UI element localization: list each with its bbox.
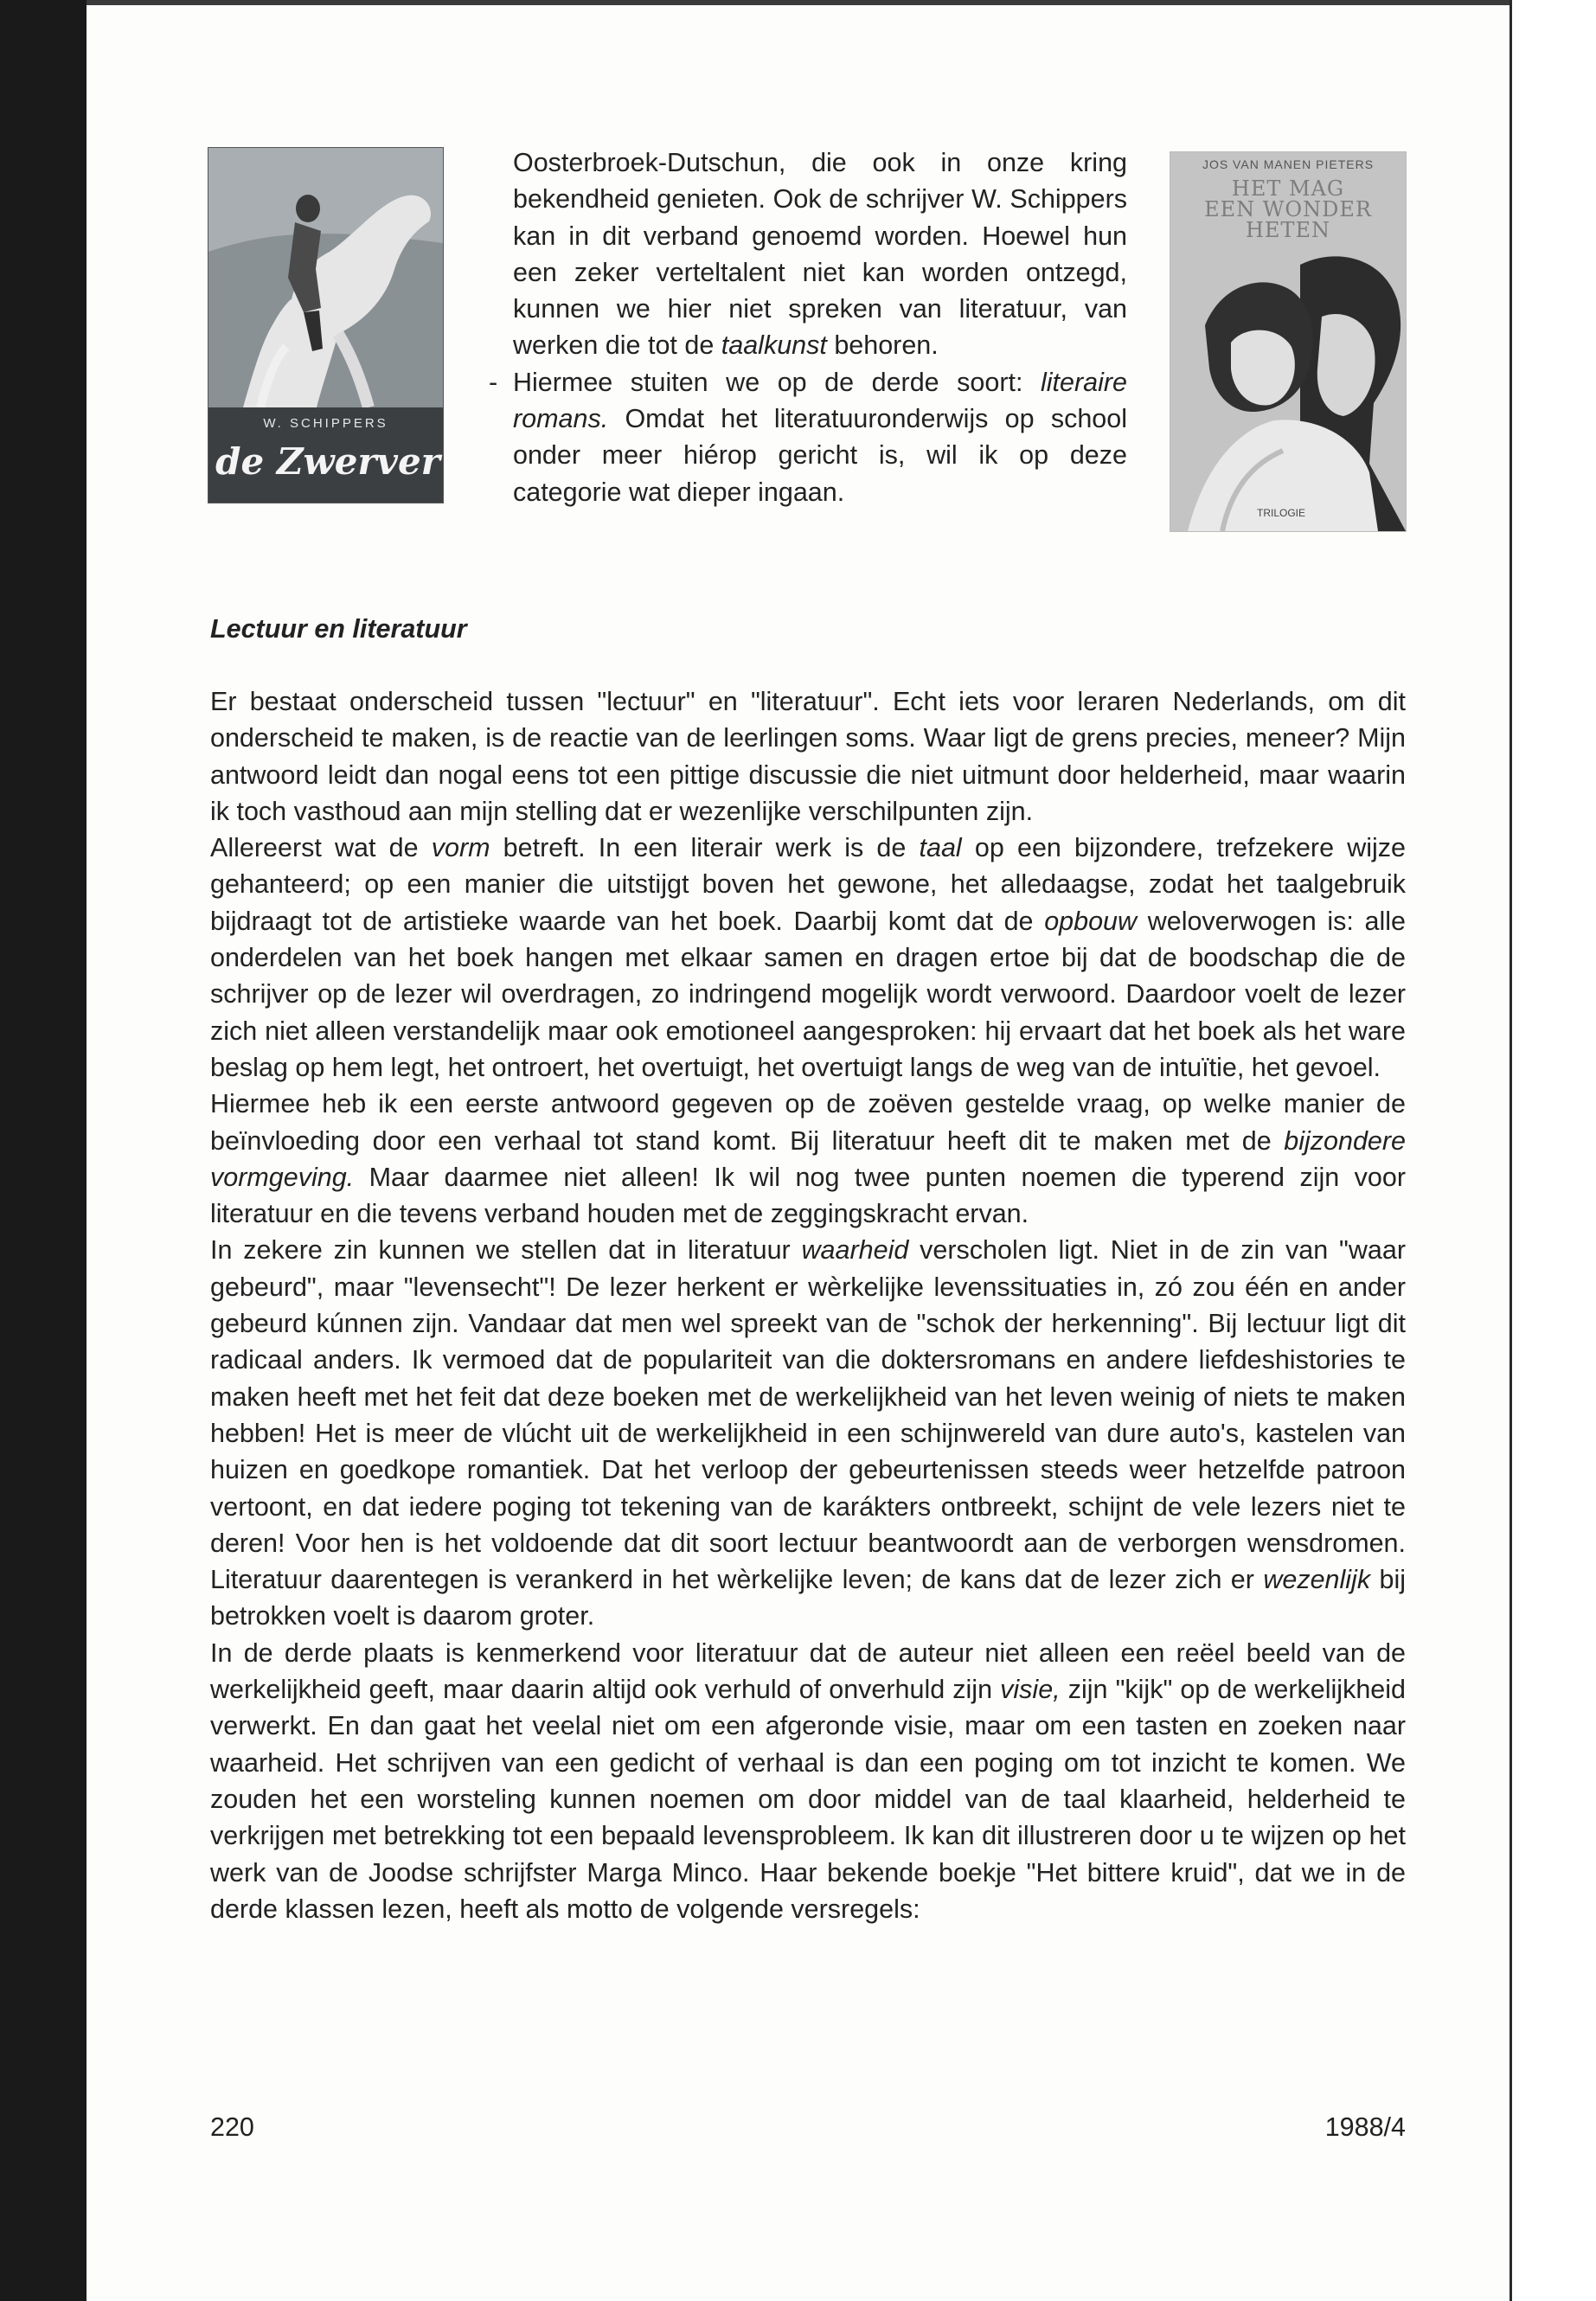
body-emphasis: bijzondere vormgeving. xyxy=(210,1125,1406,1192)
scan-edge-right xyxy=(1509,0,1596,2301)
intro-text: Oosterbroek-Dutschun, die ook in onze kring bekendheid genieten. Ook de schrijver W. Schippers kan in dit verband genoemd worden. Hoewel hun een zeker verteltalent niet kan worden ontzegd, kunnen we hier niet spreken van literatuur, van werken die tot de xyxy=(513,148,1127,361)
cover-title-line: HETEN xyxy=(1246,218,1330,242)
body-text: weloverwogen is: alle onderdelen van het boek hangen met elkaar samen en dragen ertoe bij dat de boodschap die de schrijver op de lezer wil overdragen, zo indringend mogelijk wordt verwoord. Daardoor voelt de lezer zich niet alleen verstandelijk maar ook emotioneel aangesproken: hij ervaart dat het boek als het ware beslag op hem legt, het ontroert, het overtuigt, het overtuigt langs de weg van de intuïtie, het gevoel. xyxy=(210,906,1406,1082)
horse-rider-illustration xyxy=(208,148,443,407)
body-paragraph: Er bestaat onderscheid tussen "lectuur" en "literatuur". Echt iets voor leraren Nederlands, om dit onderscheid te maken, is de reactie van de leerlingen soms. Waar ligt de grens precies, meneer? Mijn antwoord leidt dan nogal eens tot een pittige discussie die niet uitmunt door helderheid, maar waarin ik toch vasthoud aan mijn stelling dat er wezenlijke verschilpunten zijn. xyxy=(210,687,1406,826)
body-text: zijn "kijk" op de werkelijkheid verwerkt. En dan gaat het veelal niet om een afgeronde visie, maar om een tasten en zoeken naar waarheid. Het schrijven van een gedicht of verhaal is dan een poging om tot inzicht te komen. We zouden het een worsteling kunnen noemen om door middel van de taal klaarheid, helderheid te verkrijgen met betrekking tot een bepaald levensprobleem. Ik kan dit illustreren door u te wijzen op het werk van de Joodse schrijfster Marga Minco. Haar bekende boekje "Het bittere kruid", dat we in de derde klassen lezen, heeft als motto de volgende versregels: xyxy=(210,1675,1406,1924)
cover-title-line: EEN WONDER xyxy=(1204,197,1372,221)
list-emphasis: literaire romans. xyxy=(513,367,1127,434)
body-emphasis: taal xyxy=(919,833,962,863)
list-text-end: Omdat het literatuuronderwijs op school onder meer hiérop gericht is, wil ik op deze categorie wat dieper ingaan. xyxy=(513,404,1127,507)
list-dash: - xyxy=(489,367,498,397)
body-emphasis: waarheid xyxy=(801,1235,909,1266)
body-text: In zekere zin kunnen we stellen dat in literatuur xyxy=(210,1235,802,1266)
book-cover-de-zwerver xyxy=(208,147,444,503)
body-text: bij betrokken voelt is daarom groter. xyxy=(210,1565,1406,1631)
body-text: Maar daarmee niet alleen! Ik wil nog twee punten noemen die typerend zijn voor literatuur en die tevens verband houden met de zeggingskracht ervan. xyxy=(210,1162,1406,1229)
list-text: Hiermee stuiten we op de derde soort: xyxy=(513,367,1041,397)
body-paragraph xyxy=(210,1232,1406,1634)
body-text: In de derde plaats is kenmerkend voor literatuur dat de auteur niet alleen een reëel beeld van de werkelijkheid geeft, maar daarin altijd ook verhuld of onverhuld zijn xyxy=(210,1638,1406,1705)
body-text: betreft. In een literair werk is de xyxy=(490,833,920,863)
cover-title xyxy=(1188,178,1388,240)
body-paragraph xyxy=(210,830,1406,1086)
intro-emphasis: taalkunst xyxy=(721,330,827,361)
intro-column xyxy=(489,144,1127,510)
list-item-literaire-romans xyxy=(489,364,1127,510)
intro-paragraph xyxy=(513,144,1127,364)
body-text: verscholen ligt. Niet in de zin van "waar gebeurd", maar "levensecht"! De lezer herkent er wèrkelijke levenssituaties in, zó zou één en ander gebeurd kúnnen zijn. Vandaar dat men wel spreekt van de "schok der herkenning". Bij lectuur ligt dit radicaal anders. Ik vermoed dat de populariteit van die doktersromans en andere liefdeshistories te maken heeft met het feit dat deze boeken met de werkelijkheid van het leven weinig of niets te maken hebben! Het is meer de vlúcht uit de werkelijkheid in een schijnwereld van dure auto's, kastelen van huizen en goedkope romantiek. Dat het verloop der gebeurtenissen steeds weer hetzelfde patroon vertoont, en dat iedere poging tot tekening van de karákters ontbreekt, schijnt de vele lezers niet te deren! Voor hen is het voldoende dat dit soort lectuur beantwoordt aan de verborgen wensdromen. Literatuur daarentegen is verankerd in het wèrkelijke leven; de kans dat de lezer zich er xyxy=(210,1235,1406,1595)
body-text: Allereerst wat de xyxy=(210,833,432,863)
book-cover-het-mag-een-wonder-heten xyxy=(1170,151,1407,532)
section-heading: Lectuur en literatuur xyxy=(210,614,467,644)
body-text: Hiermee heb ik een eerste antwoord gegeven op de zoëven gestelde vraag, op welke manier de beïnvloeding door een verhaal tot stand komt. Bij literatuur heeft dit te maken met de xyxy=(210,1089,1406,1156)
issue-number: 1988/4 xyxy=(1324,2112,1406,2142)
cover-author: JOS VAN MANEN PIETERS xyxy=(1202,157,1375,171)
article-body xyxy=(210,683,1406,1927)
body-emphasis: opbouw xyxy=(1044,906,1138,936)
body-emphasis: vorm xyxy=(431,833,490,863)
page-number: 220 xyxy=(210,2112,254,2142)
cover-author: W. SCHIPPERS xyxy=(263,416,388,431)
cover-title: de Zwerver xyxy=(215,440,440,483)
scan-edge-top xyxy=(87,0,1509,5)
cover-title-line: HET MAG xyxy=(1231,176,1345,201)
body-paragraph xyxy=(210,1086,1406,1232)
body-paragraph xyxy=(210,1635,1406,1927)
body-text: op een bijzondere, trefzekere wijze gehanteerd; op een manier die uitstijgt boven het gewone, het alledaagse, zodat het taalgebruik bijdraagt tot de artistieke waarde van het boek. Daarbij komt dat de xyxy=(210,833,1406,936)
body-emphasis: wezenlijk xyxy=(1263,1565,1371,1595)
intro-text-end: behoren. xyxy=(826,330,939,361)
body-emphasis: visie, xyxy=(1000,1675,1061,1705)
cover-publisher: TRILOGIE xyxy=(1257,507,1306,519)
